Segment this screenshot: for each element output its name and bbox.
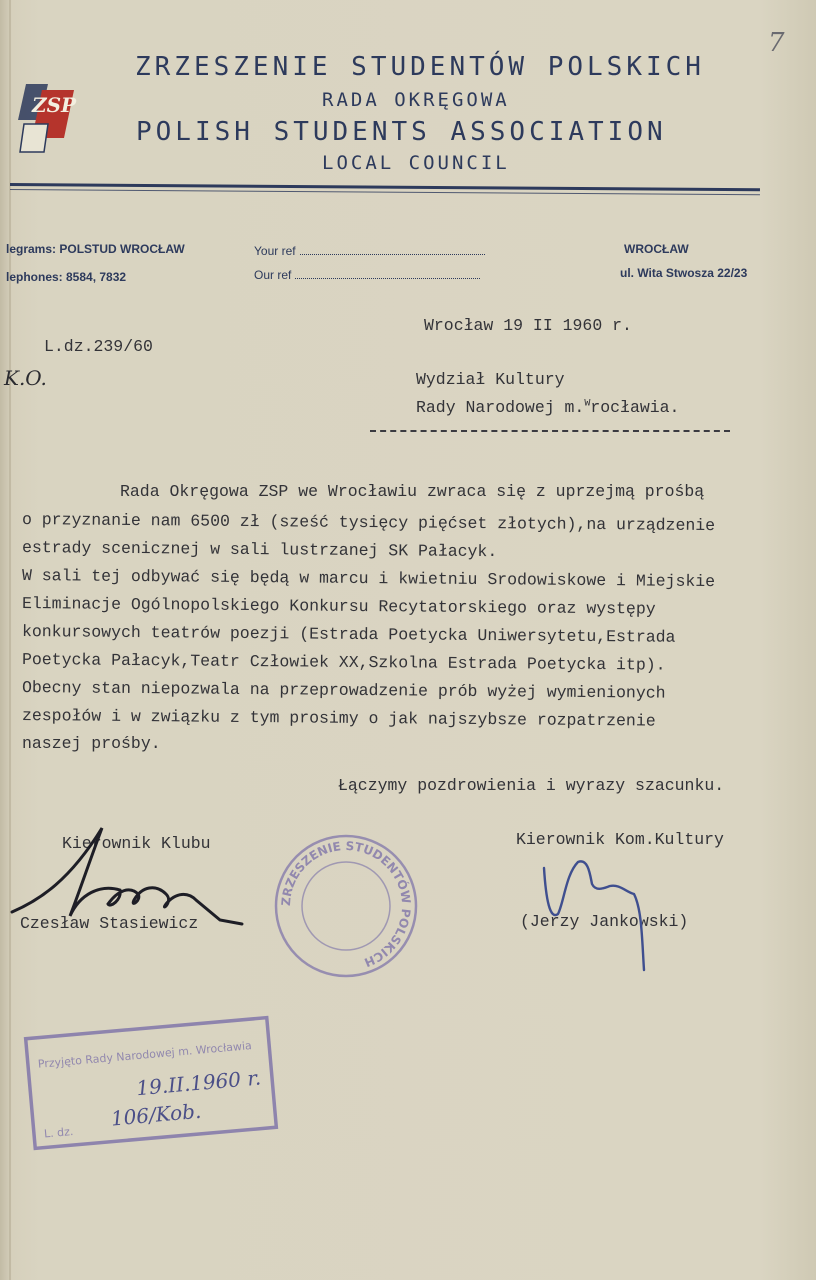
registry-stamp-number: 106/Kob. <box>109 1098 203 1131</box>
right-handwritten-signature <box>530 840 670 980</box>
left-handwritten-signature <box>10 820 250 940</box>
letterhead-line2: RADA OKRĘGOWA <box>322 89 510 111</box>
margin-mark: K.O. <box>4 366 47 390</box>
ref-number: L.dz.239/60 <box>44 337 153 356</box>
registry-stamp <box>21 1013 280 1152</box>
your-ref <box>254 244 485 258</box>
letterhead-address: ul. Wita Stwosza 22/23 <box>620 266 748 280</box>
telephones: lephones: 8584, 7832 <box>6 270 127 284</box>
letterhead-city: WROCŁAW <box>624 242 689 256</box>
round-stamp <box>272 832 420 980</box>
logo-letters: ZSP <box>32 93 77 117</box>
right-signatory-name: (Jerzy Jankowski) <box>520 912 689 931</box>
left-signatory-title: Kierownik Klubu <box>62 834 211 853</box>
letterhead-line3: POLISH STUDENTS ASSOCIATION <box>136 117 667 147</box>
our-ref-line <box>295 268 480 279</box>
your-ref-line <box>300 244 485 255</box>
right-signatory-title: Kierownik Kom.Kultury <box>516 830 724 849</box>
left-signatory-name: Czesław Stasiewicz <box>20 914 199 933</box>
body-line: W sali tej odbywać się będą w marcu i kwietniu Srodowiskowe i Miejskie <box>21 566 716 592</box>
letter-date: Wrocław 19 II 1960 r. <box>424 316 632 335</box>
recipient-underline <box>370 430 730 432</box>
body-line: zespołów i w związku z tym prosimy o jak najszybsze rozpatrzenie <box>21 706 656 731</box>
letterhead-line4: LOCAL COUNCIL <box>322 152 510 174</box>
registry-stamp-date: 19.II.1960 r. <box>135 1065 262 1101</box>
recipient-line2-text: Rady Narodowej m. <box>416 398 585 417</box>
registry-stamp-line1: Przyjęto Rady Narodowej m. Wrocławia <box>37 1039 253 1071</box>
zsp-logo <box>18 80 78 156</box>
body-line: naszej prośby. <box>22 734 161 753</box>
body-line: Poetycka Pałacyk,Teatr Człowiek XX,Szkolna Estrada Poetycka itp). <box>21 650 666 675</box>
body-line: Eliminacje Ogólnopolskiego Konkursu Recytatorskiego oraz występy <box>21 594 656 619</box>
telegrams: legrams: POLSTUD WROCŁAW <box>6 242 185 256</box>
body-line: konkursowych teatrów poezji (Estrada Poetycka Uniwersytetu,Estrada <box>21 622 676 647</box>
round-stamp-text: ZRZESZENIE STUDENTÓW POLSKICH <box>278 838 414 970</box>
body-line: o przyznanie nam 6500 zł (sześć tysięcy pięćset złotych),na urządzenie <box>21 510 716 536</box>
your-ref-label: Your ref <box>254 244 296 258</box>
binding-fold <box>9 0 11 1280</box>
our-ref <box>254 268 480 282</box>
registry-stamp-label: L. dz. <box>43 1124 74 1141</box>
recipient-line1: Wydział Kultury <box>416 370 565 389</box>
body-line: Rada Okręgowa ZSP we Wrocławiu zwraca się z uprzejmą prośbą <box>120 482 705 501</box>
closing: Łączymy pozdrowienia i wyrazy szacunku. <box>338 776 725 795</box>
our-ref-label: Our ref <box>254 268 292 282</box>
recipient-superscript: W <box>584 398 591 410</box>
page-number: 7 <box>768 28 785 58</box>
recipient-line2 <box>416 398 679 417</box>
body-line: estrady scenicznej w sali lustrzanej SK Pałacyk. <box>21 538 498 562</box>
letterhead-line1: ZRZESZENIE STUDENTÓW POLSKICH <box>135 52 705 82</box>
recipient-line2-end: rocławia. <box>590 398 680 417</box>
body-line: Obecny stan niepozwala na przeprowadzenie prób wyżej wymienionych <box>21 678 666 703</box>
